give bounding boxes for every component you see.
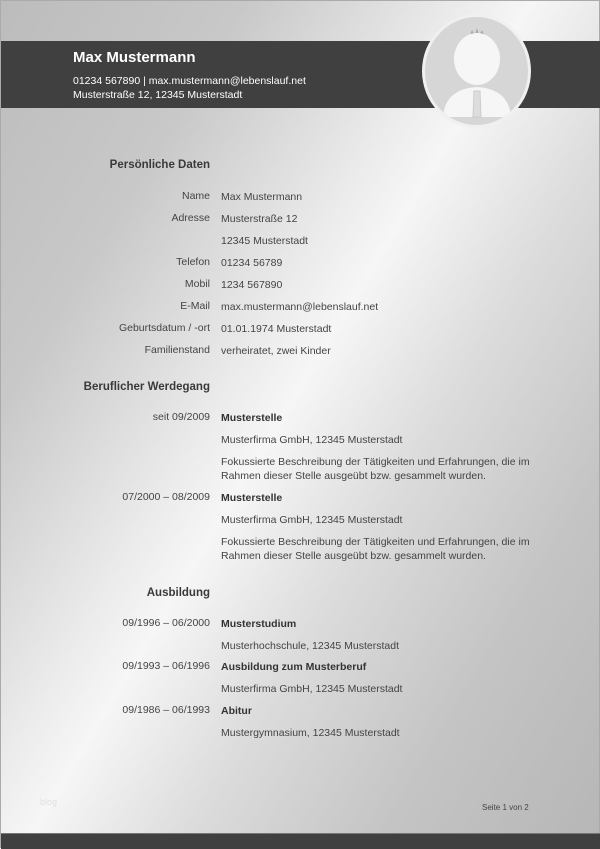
row-value: Musterfirma GmbH, 12345 Musterstadt <box>221 434 403 446</box>
row-label: 07/2000 – 08/2009 <box>122 491 210 503</box>
row-value: Fokussierte Beschreibung der Tätigkeiten und Erfahrungen, die im Rahmen dieser Stelle ausgeübt bzw. gesammelt wurden. <box>221 456 530 482</box>
row-label: Geburtsdatum / -ort <box>118 322 210 334</box>
row-label: E-Mail <box>180 300 210 312</box>
row-value: Max Mustermann <box>221 191 303 203</box>
section-title-personal: Persönliche Daten <box>109 159 210 171</box>
header-name: Max Mustermann <box>73 49 196 66</box>
section-title-career: Beruflicher Werdegang <box>83 381 210 393</box>
row-label: Mobil <box>184 278 210 290</box>
avatar-icon <box>425 17 528 125</box>
row-label: 09/1986 – 06/1993 <box>122 704 210 716</box>
row-value: 12345 Musterstadt <box>221 235 308 247</box>
row-value: Musterstraße 12 <box>221 213 298 225</box>
row-value: Ausbildung zum Musterberuf <box>221 661 367 673</box>
watermark: blog <box>40 797 58 807</box>
row-value: verheiratet, zwei Kinder <box>221 345 331 357</box>
section-title-education: Ausbildung <box>146 587 210 599</box>
row-label: 09/1996 – 06/2000 <box>122 617 210 629</box>
row-value: Musterstudium <box>221 618 297 630</box>
header-address: Musterstraße 12, 12345 Musterstadt <box>73 89 243 101</box>
row-value: 01234 56789 <box>221 257 283 269</box>
row-value: Mustergymnasium, 12345 Musterstadt <box>221 727 400 739</box>
row-value: Abitur <box>221 705 252 717</box>
row-label: Familienstand <box>144 344 210 356</box>
footer-band <box>1 833 600 849</box>
page-number: Seite 1 von 2 <box>482 803 529 812</box>
row-value: 01.01.1974 Musterstadt <box>221 323 332 335</box>
row-value: Musterfirma GmbH, 12345 Musterstadt <box>221 683 403 695</box>
header-contact: 01234 567890 | max.mustermann@lebenslauf.net <box>73 75 306 87</box>
row-value: 1234 567890 <box>221 279 283 291</box>
row-label: Name <box>181 190 210 202</box>
row-label: Adresse <box>171 212 210 224</box>
row-value: Musterfirma GmbH, 12345 Musterstadt <box>221 514 403 526</box>
row-label: 09/1993 – 06/1996 <box>122 660 210 672</box>
row-label: Telefon <box>176 256 210 268</box>
row-value: Musterhochschule, 12345 Musterstadt <box>221 640 400 652</box>
row-value: max.mustermann@lebenslauf.net <box>221 301 379 313</box>
profile-photo-placeholder <box>422 14 531 128</box>
row-value: Musterstelle <box>221 412 283 424</box>
row-value: Musterstelle <box>221 492 283 504</box>
row-label: seit 09/2009 <box>152 411 210 423</box>
row-value: Fokussierte Beschreibung der Tätigkeiten und Erfahrungen, die im Rahmen dieser Stelle ausgeübt bzw. gesammelt wurden. <box>221 536 530 562</box>
